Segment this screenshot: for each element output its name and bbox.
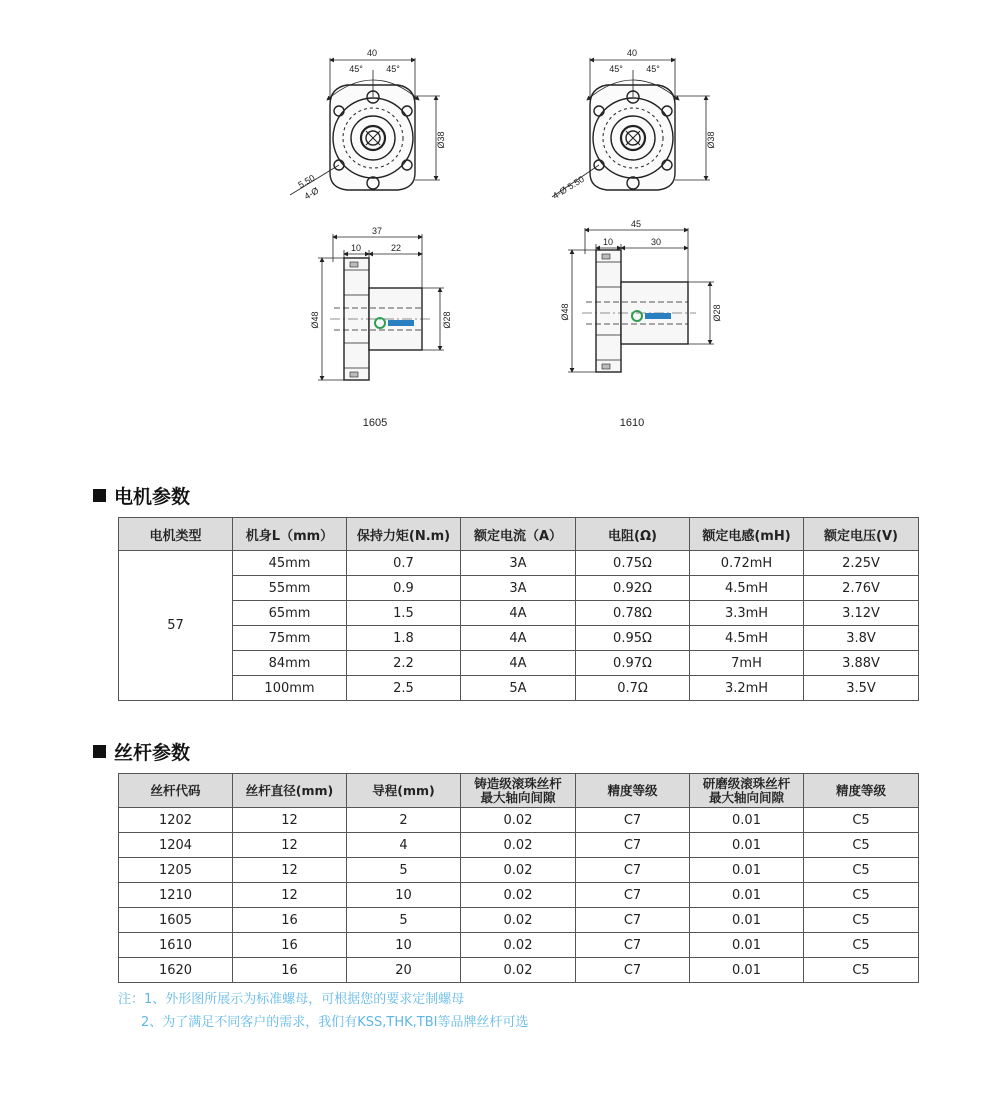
- table-cell: 1204: [119, 833, 233, 858]
- screw-col-header: [233, 774, 347, 808]
- screw-section-title-text: 丝杆参数: [114, 742, 191, 764]
- screw-col-header-line: 导程(mm): [372, 782, 435, 798]
- dim-holes-1610: 4-Ø 5.50: [550, 173, 586, 201]
- dim-body-1605: 22: [390, 243, 402, 253]
- table-cell: C5: [804, 808, 919, 833]
- dim-inner-dia-1605: Ø28: [442, 311, 452, 329]
- table-cell: 0.7: [347, 551, 461, 576]
- table-cell: C5: [804, 933, 919, 958]
- screw-section-title: [93, 738, 190, 765]
- motor-col-header: 额定电感(mH): [690, 518, 804, 551]
- dim-width-1605: 40: [366, 48, 378, 58]
- table-row: [119, 883, 919, 908]
- technical-drawings: [0, 0, 1000, 440]
- screw-col-header-line: 精度等级: [607, 782, 658, 798]
- table-cell: 45mm: [233, 551, 347, 576]
- table-cell: 1205: [119, 858, 233, 883]
- table-cell: 4A: [461, 601, 576, 626]
- dim-angle-left-1610: 45°: [609, 64, 623, 74]
- table-cell: 0.02: [461, 858, 576, 883]
- motor-col-header: 机身L（mm）: [233, 518, 347, 551]
- table-cell: 5A: [461, 676, 576, 701]
- table-cell: C7: [576, 908, 690, 933]
- table-cell: 0.02: [461, 833, 576, 858]
- table-cell: C5: [804, 858, 919, 883]
- dim-angle-left-1605: 45°: [349, 64, 363, 74]
- table-cell: 4A: [461, 626, 576, 651]
- table-cell: 3A: [461, 551, 576, 576]
- table-row: [119, 626, 919, 651]
- nut-1605-side-view: [318, 234, 444, 380]
- table-cell: C7: [576, 833, 690, 858]
- table-cell: C5: [804, 908, 919, 933]
- table-cell: 55mm: [233, 576, 347, 601]
- dim-flange-1605: 10: [350, 243, 362, 253]
- table-row: [119, 858, 919, 883]
- table-cell: 75mm: [233, 626, 347, 651]
- table-cell: 2.25V: [804, 551, 919, 576]
- motor-col-header: 电机类型: [119, 518, 233, 551]
- dim-diameter-1610: Ø38: [706, 131, 716, 149]
- table-cell: 0.01: [690, 933, 804, 958]
- screw-col-header: [690, 774, 804, 808]
- motor-section-title-text: 电机参数: [114, 486, 191, 508]
- table-cell: 0.01: [690, 833, 804, 858]
- table-cell: 0.02: [461, 933, 576, 958]
- dim-angle-right-1605: 45°: [386, 64, 400, 74]
- screw-col-header: [576, 774, 690, 808]
- table-cell: 16: [233, 908, 347, 933]
- table-cell: 3.2mH: [690, 676, 804, 701]
- table-cell: C7: [576, 933, 690, 958]
- screw-col-header-line: 研磨级滚珠丝杆: [702, 775, 791, 791]
- table-cell: 10: [347, 933, 461, 958]
- table-cell: 0.01: [690, 908, 804, 933]
- table-cell: 12: [233, 883, 347, 908]
- table-cell: 0.75Ω: [576, 551, 690, 576]
- dim-inner-dia-1610: Ø28: [712, 304, 722, 322]
- motor-type-cell: 57: [119, 551, 233, 701]
- table-cell: 12: [233, 808, 347, 833]
- table-cell: 2.5: [347, 676, 461, 701]
- table-cell: 0.7Ω: [576, 676, 690, 701]
- table-cell: 1605: [119, 908, 233, 933]
- motor-parameters-table: [118, 517, 919, 701]
- table-cell: 10: [347, 883, 461, 908]
- table-row: [119, 908, 919, 933]
- table-row: [119, 958, 919, 983]
- table-cell: 2: [347, 808, 461, 833]
- table-cell: C7: [576, 958, 690, 983]
- table-cell: 0.9: [347, 576, 461, 601]
- dim-length-1610: 45: [630, 219, 642, 229]
- note-line-2: 2、为了满足不同客户的需求，我们有KSS,THK,TBI等品牌丝杆可选: [141, 1015, 529, 1030]
- table-cell: 0.97Ω: [576, 651, 690, 676]
- nut-1610-side-view: [568, 228, 714, 372]
- table-cell: 3.12V: [804, 601, 919, 626]
- square-bullet-icon: [93, 489, 106, 502]
- table-row: [119, 576, 919, 601]
- dim-holes-a-1605: 5.50: [296, 172, 317, 191]
- table-cell: 1202: [119, 808, 233, 833]
- screw-col-header-line: 丝杆代码: [150, 782, 201, 798]
- table-cell: 2.76V: [804, 576, 919, 601]
- dim-flange-1610: 10: [602, 237, 614, 247]
- table-cell: C5: [804, 833, 919, 858]
- table-cell: C7: [576, 883, 690, 908]
- table-cell: 0.01: [690, 958, 804, 983]
- table-cell: 1610: [119, 933, 233, 958]
- table-cell: 3.5V: [804, 676, 919, 701]
- screw-table-header-row: [119, 774, 919, 808]
- screw-col-header-line: 精度等级: [835, 782, 886, 798]
- screw-col-header-line: 最大轴向间隙: [708, 789, 784, 805]
- notes: [118, 988, 529, 1034]
- table-cell: 1620: [119, 958, 233, 983]
- table-cell: 12: [233, 858, 347, 883]
- table-cell: 0.01: [690, 858, 804, 883]
- table-cell: 3.3mH: [690, 601, 804, 626]
- table-row: [119, 833, 919, 858]
- table-row: [119, 676, 919, 701]
- table-cell: C5: [804, 883, 919, 908]
- table-cell: 0.01: [690, 883, 804, 908]
- screw-col-header: [347, 774, 461, 808]
- motor-col-header: 额定电压(V): [804, 518, 919, 551]
- drawing-label-1610: 1610: [619, 417, 645, 429]
- screw-col-header-line: 丝杆直径(mm): [245, 782, 334, 798]
- table-cell: 1210: [119, 883, 233, 908]
- table-cell: 4.5mH: [690, 626, 804, 651]
- table-cell: 16: [233, 958, 347, 983]
- table-cell: 0.92Ω: [576, 576, 690, 601]
- screw-col-header-line: 铸造级滚珠丝杆: [474, 775, 562, 791]
- dim-body-1610: 30: [650, 237, 662, 247]
- dim-holes-b-1605: 4-Ø: [302, 185, 321, 202]
- table-cell: 84mm: [233, 651, 347, 676]
- dim-diameter-1605: Ø38: [436, 131, 446, 149]
- table-cell: 4: [347, 833, 461, 858]
- table-row: [119, 551, 919, 576]
- dim-angle-right-1610: 45°: [646, 64, 660, 74]
- table-cell: 65mm: [233, 601, 347, 626]
- screw-col-header-line: 最大轴向间隙: [480, 789, 556, 805]
- motor-col-header: 额定电流（A）: [461, 518, 576, 551]
- table-cell: C7: [576, 858, 690, 883]
- table-cell: 1.8: [347, 626, 461, 651]
- screw-parameters-table: [118, 773, 919, 983]
- table-cell: 20: [347, 958, 461, 983]
- screw-col-header: [804, 774, 919, 808]
- table-cell: 0.95Ω: [576, 626, 690, 651]
- table-cell: 12: [233, 833, 347, 858]
- table-cell: 16: [233, 933, 347, 958]
- table-row: [119, 933, 919, 958]
- drawing-label-1605: 1605: [362, 417, 388, 429]
- table-cell: 0.02: [461, 958, 576, 983]
- table-cell: C5: [804, 958, 919, 983]
- dim-outer-dia-1605: Ø48: [310, 311, 320, 329]
- table-cell: 1.5: [347, 601, 461, 626]
- table-row: [119, 601, 919, 626]
- screw-col-header: [119, 774, 233, 808]
- motor-col-header: 电阻(Ω): [576, 518, 690, 551]
- table-row: [119, 808, 919, 833]
- dim-width-1610: 40: [626, 48, 638, 58]
- table-cell: 0.78Ω: [576, 601, 690, 626]
- table-cell: 0.01: [690, 808, 804, 833]
- screw-col-header: [461, 774, 576, 808]
- table-cell: 2.2: [347, 651, 461, 676]
- table-cell: 4.5mH: [690, 576, 804, 601]
- table-cell: C7: [576, 808, 690, 833]
- dim-length-1605: 37: [371, 226, 383, 236]
- table-cell: 7mH: [690, 651, 804, 676]
- table-cell: 3.8V: [804, 626, 919, 651]
- table-row: [119, 651, 919, 676]
- dim-outer-dia-1610: Ø48: [560, 303, 570, 321]
- square-bullet-icon: [93, 745, 106, 758]
- table-cell: 0.02: [461, 883, 576, 908]
- table-cell: 0.72mH: [690, 551, 804, 576]
- table-cell: 3A: [461, 576, 576, 601]
- table-cell: 5: [347, 908, 461, 933]
- motor-table-header-row: [119, 518, 919, 551]
- table-cell: 0.02: [461, 908, 576, 933]
- table-cell: 4A: [461, 651, 576, 676]
- table-cell: 100mm: [233, 676, 347, 701]
- table-cell: 3.88V: [804, 651, 919, 676]
- motor-col-header: 保持力矩(N.m): [347, 518, 461, 551]
- note-line-1: 注：1、外形图所展示为标准螺母，可根据您的要求定制螺母: [118, 992, 465, 1007]
- table-cell: 5: [347, 858, 461, 883]
- motor-section-title: [93, 482, 190, 509]
- table-cell: 0.02: [461, 808, 576, 833]
